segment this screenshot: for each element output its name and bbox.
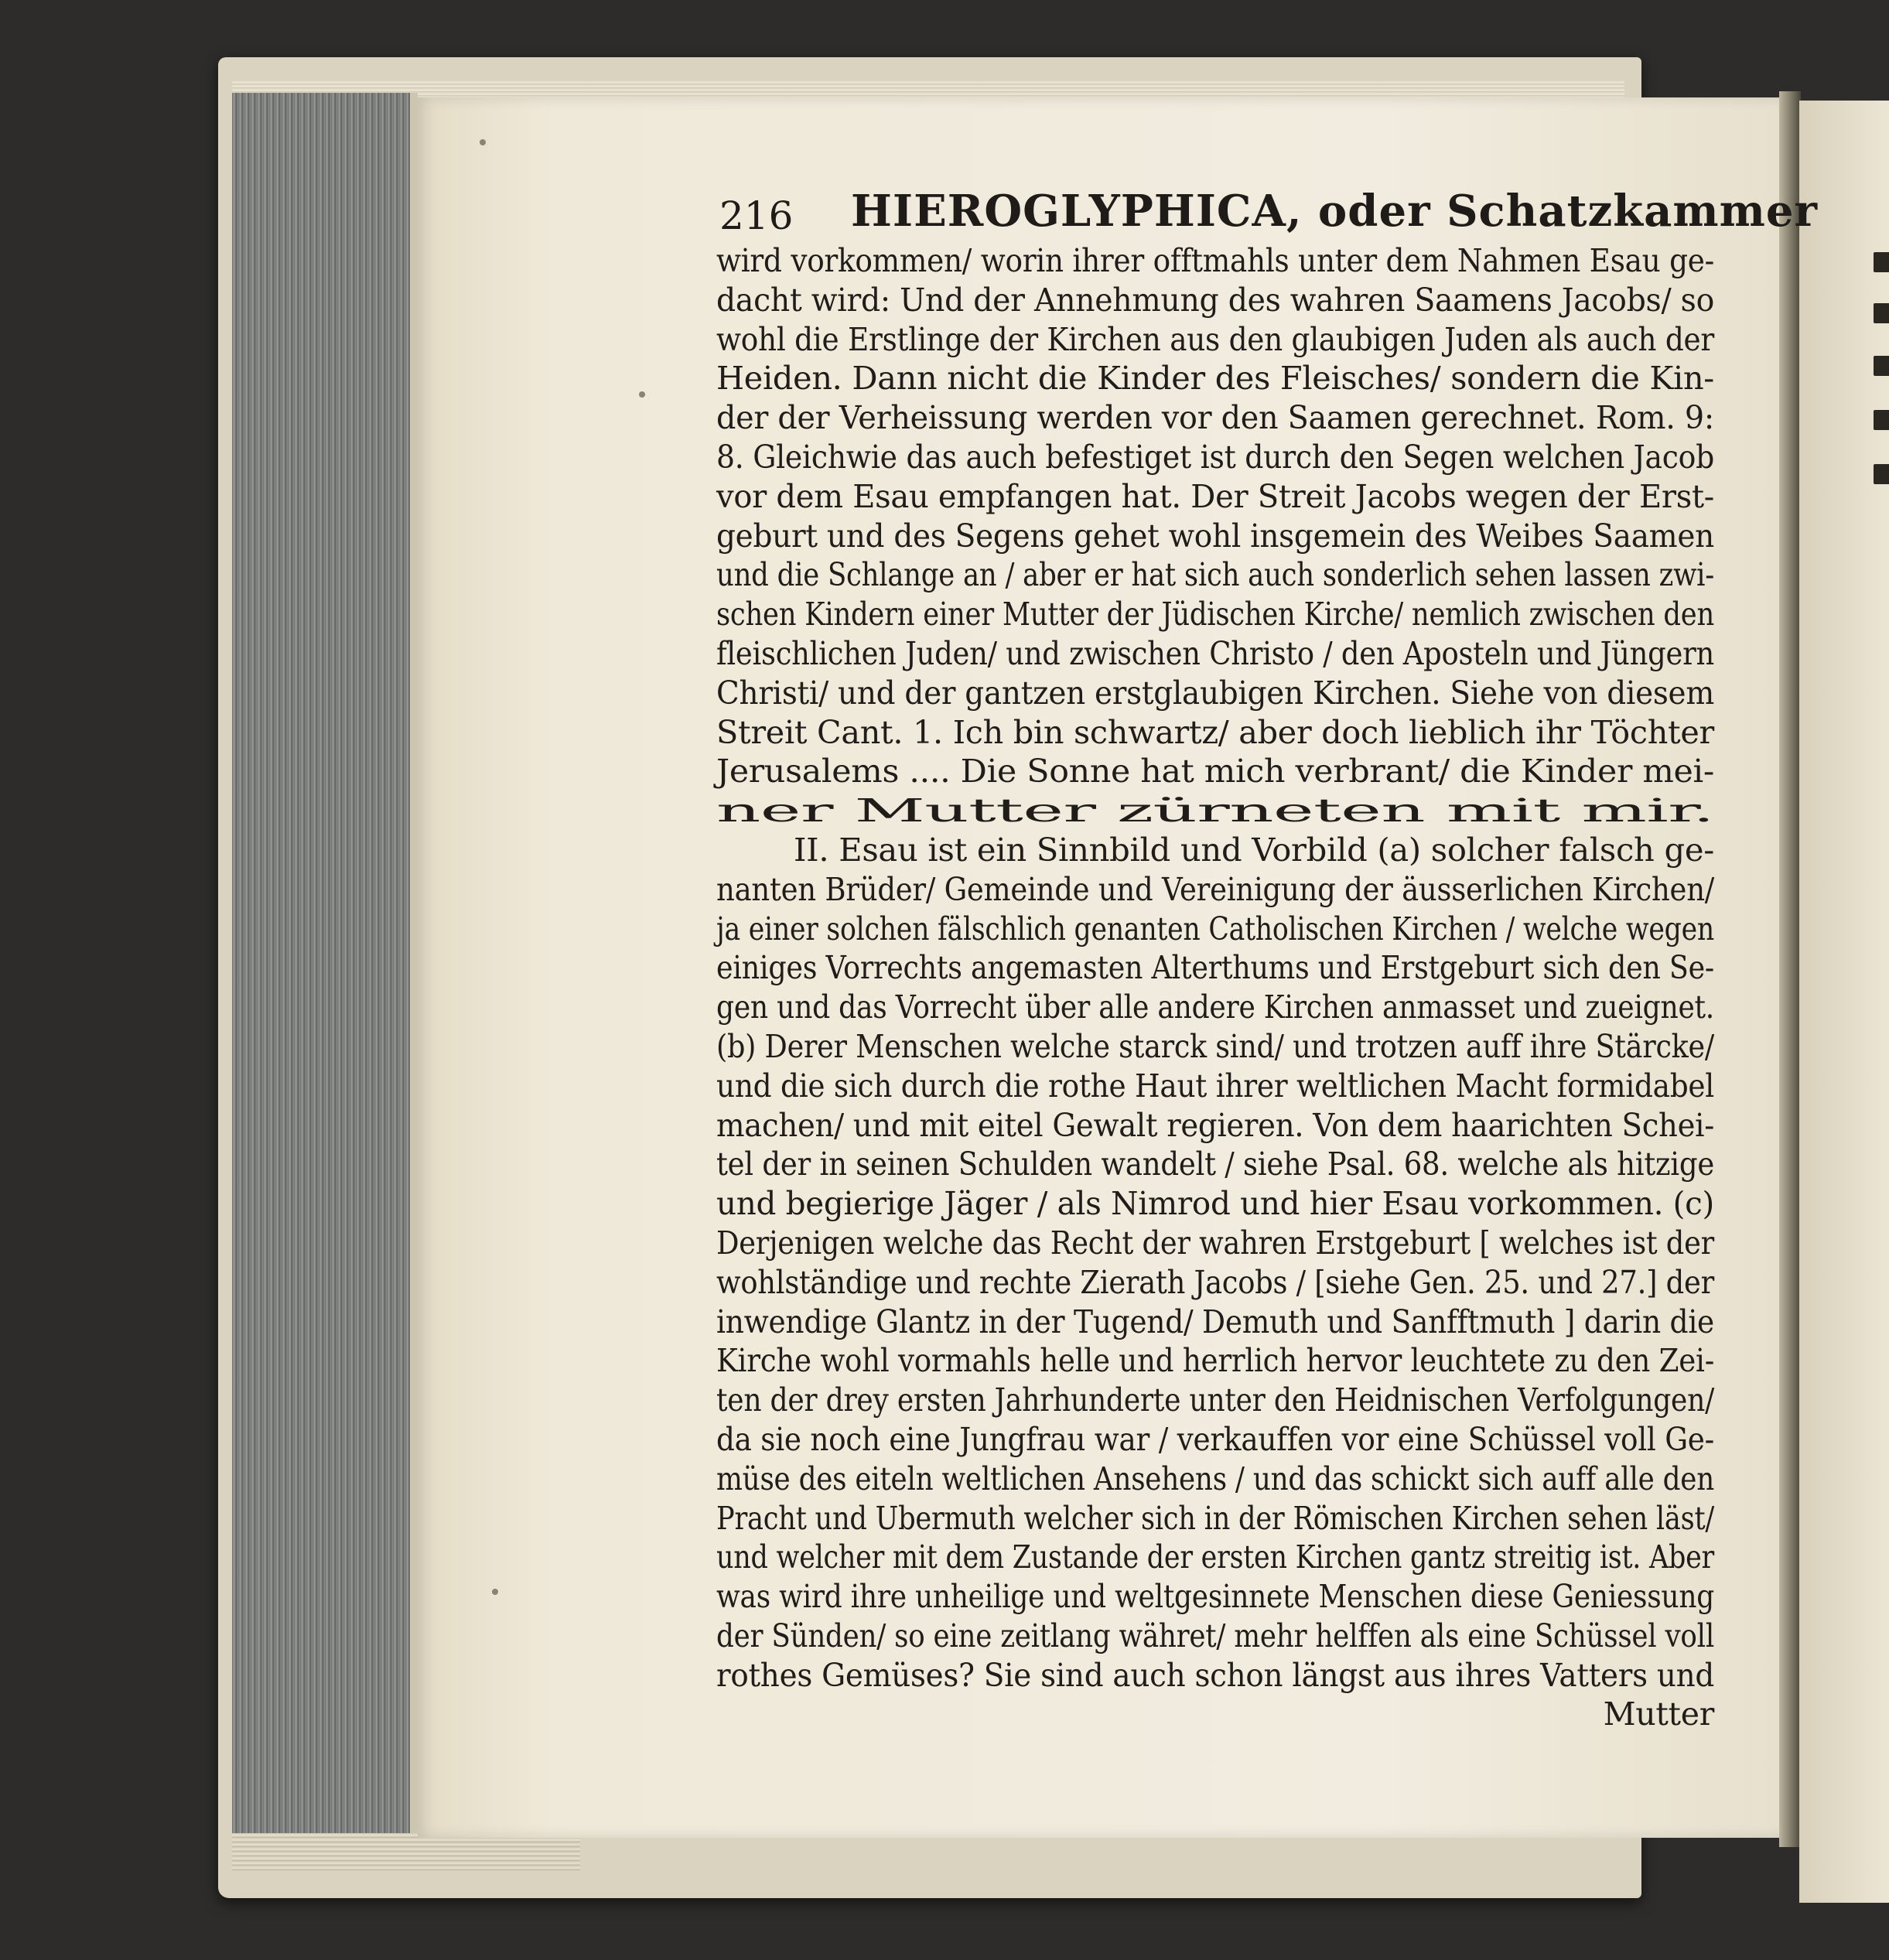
page-number: 216 — [719, 193, 794, 238]
facing-text-fragment — [1874, 303, 1889, 323]
text-line: und welcher mit dem Zustande der ersten Kirchen gantz streitig ist. Aber — [716, 1538, 1714, 1576]
page-edges-fore-edge — [232, 93, 418, 1856]
text-line: was wird ihre unheilige und weltgesinnete Menschen diese Geniessung — [716, 1578, 1714, 1616]
text-line: (b) Derer Menschen welche starck sind/ und trotzen auff ihre Stärcke/ — [716, 1027, 1714, 1065]
ink-speck — [492, 1589, 498, 1595]
text-line: wohlständige und rechte Zierath Jacobs / [siehe Gen. 25. und 27.] der — [716, 1263, 1714, 1301]
text-line: Streit Cant. 1. Ich bin schwartz/ aber doch lieblich ihr Töchter — [716, 713, 1714, 751]
text-line: und die Schlange an / aber er hat sich auch sonderlich sehen lassen zwi- — [716, 556, 1714, 594]
facing-page-edge — [1799, 101, 1889, 1903]
paragraph-start-line: II. Esau ist ein Sinnbild und Vorbild (a) solcher falsch ge- — [794, 831, 1714, 869]
text-line: der Sünden/ so eine zeitlang währet/ mehr helffen als eine Schüssel voll — [716, 1617, 1714, 1654]
page-edges-top — [232, 80, 1624, 97]
text-line: vor dem Esau empfangen hat. Der Streit Jacobs wegen der Erst- — [716, 477, 1714, 515]
text-line: nanten Brüder/ Gemeinde und Vereinigung der äusserlichen Kirchen/ — [716, 870, 1714, 908]
text-line: Heiden. Dann nicht die Kinder des Fleisches/ sondern die Kin- — [716, 360, 1714, 398]
text-line: der der Verheissung werden vor den Saamen gerechnet. Rom. 9: — [716, 399, 1714, 437]
text-line: ja einer solchen fälschlich genanten Catholischen Kirchen / welche wegen — [716, 910, 1714, 948]
text-line: 8. Gleichwie das auch befestiget ist durch den Segen welchen Jacob — [716, 438, 1714, 476]
text-line: geburt und des Segens gehet wohl insgemein des Weibes Saamen — [716, 517, 1714, 555]
text-line: Kirche wohl vormahls helle und herrlich hervor leuchtete zu den Zei- — [716, 1342, 1714, 1380]
text-line: gen und das Vorrecht über alle andere Kirchen anmasset und zueignet. — [716, 989, 1714, 1026]
text-line: inwendige Glantz in der Tugend/ Demuth und Sanfftmuth ] darin die — [716, 1303, 1714, 1340]
text-line: Christi/ und der gantzen erstglaubigen Kirchen. Siehe von diesem — [716, 674, 1714, 712]
body-text — [716, 241, 1722, 1734]
text-line: einiges Vorrechts angemasten Alterthums und Erstgeburt sich den Se- — [716, 949, 1714, 987]
catchword: Mutter — [1603, 1695, 1714, 1733]
facing-text-fragment — [1874, 356, 1889, 376]
text-line: ner Mutter zürneten mit mir. — [716, 792, 1714, 830]
text-line: schen Kindern einer Mutter der Jüdischen Kirche/ nemlich zwischen den — [716, 596, 1714, 633]
gutter-shadow — [1779, 91, 1801, 1847]
text-line: tel der in seinen Schulden wandelt / siehe Psal. 68. welche als hitzige — [716, 1146, 1714, 1183]
ink-speck — [639, 391, 645, 398]
text-line: Jerusalems .... Die Sonne hat mich verbrant/ die Kinder mei- — [716, 753, 1714, 790]
text-line: ten der drey ersten Jahrhunderte unter den Heidnischen Verfolgungen/ — [716, 1381, 1714, 1419]
text-line: da sie noch eine Jungfrau war / verkauffen vor eine Schüssel voll Ge- — [716, 1420, 1714, 1458]
facing-text-fragment — [1874, 464, 1889, 484]
text-line: und die sich durch die rothe Haut ihrer weltlichen Macht formidabel — [716, 1067, 1714, 1105]
text-line: dacht wird: Und der Annehmung des wahren Saamens Jacobs/ so — [716, 281, 1714, 319]
text-line: rothes Gemüses? Sie sind auch schon längst aus ihres Vatters und — [716, 1656, 1714, 1694]
page-edges-bottom — [232, 1833, 580, 1872]
text-line: fleischlichen Juden/ und zwischen Christo / den Aposteln und Jüngern — [716, 634, 1714, 672]
text-line: wird vorkommen/ worin ihrer offtmahls unter dem Nahmen Esau ge- — [716, 242, 1714, 279]
text-line: Derjenigen welche das Recht der wahren Erstgeburt [ welches ist der — [716, 1224, 1714, 1262]
text-line: wohl die Erstlinge der Kirchen aus den glaubigen Juden als auch der — [716, 320, 1714, 358]
text-line: machen/ und mit eitel Gewalt regieren. Von dem haarichten Schei- — [716, 1106, 1714, 1144]
facing-text-fragment — [1874, 410, 1889, 430]
text-line: und begierige Jäger / als Nimrod und hier Esau vorkommen. (c) — [716, 1185, 1714, 1223]
running-head: HIEROGLYPHICA, oder Schatzkammer — [851, 186, 1818, 237]
facing-text-fragment — [1874, 252, 1889, 272]
text-line: Pracht und Ubermuth welcher sich in der Römischen Kirchen sehen läst/ — [716, 1499, 1714, 1537]
page-header — [719, 186, 1818, 248]
text-line: müse des eiteln weltlichen Ansehens / und das schickt sich auff alle den — [716, 1460, 1714, 1497]
ink-speck — [480, 139, 486, 145]
